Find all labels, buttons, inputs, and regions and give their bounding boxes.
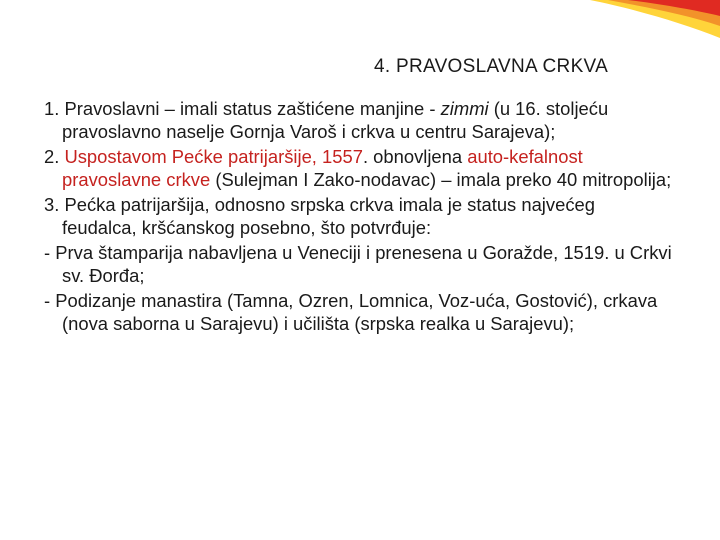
paragraph-1-italic: zimmi (440, 98, 489, 119)
slide-body (44, 98, 674, 338)
paragraph-4: - Prva štamparija nabavljena u Veneciji i prenesena u Goražde, 1519. u Crkvi sv. Đorđa; (44, 242, 672, 286)
paragraph-1-rest: (u 16. stoljeću pravoslavno naselje Gornja Varoš i crkva u centru Sarajeva); (62, 98, 609, 142)
slide-title: 4. PRAVOSLAVNA CRKVA (374, 56, 609, 77)
paragraph-2-rest: (Sulejman I Zako-nodavac) – imala preko 40 mitropolija; (210, 168, 672, 190)
paragraph-2-highlight-1: Uspostavom Pećke patrijaršije, 1557 (64, 146, 363, 167)
paragraph-2 (44, 146, 674, 191)
paragraph-1-text: 1. Pravoslavni – imali status zaštićene manjine - (44, 98, 441, 119)
paragraph-2-middle: . obnovljena (362, 146, 468, 167)
paragraph-3: 3. Pećka patrijaršija, odnosno srpska crkva imala je status najvećeg feudalca, kršćanskog posebno, što potvrđuje: (44, 194, 595, 238)
paragraph-5: - Podizanje manastira (Tamna, Ozren, Lomnica, Voz-uća, Gostović), crkava (nova saborna u Sarajevu) i učilišta (srpska realka u Sarajevu); (44, 290, 658, 334)
paragraph-2-number: 2. (44, 146, 65, 167)
paragraph-2-highlight-2: auto-kefalnost pravoslavne crkve (62, 146, 583, 190)
flame-swoosh-yellow (590, 0, 720, 38)
paragraph-1 (44, 98, 674, 143)
flame-swoosh-orange (608, 0, 720, 26)
flame-swoosh-red (628, 0, 720, 16)
